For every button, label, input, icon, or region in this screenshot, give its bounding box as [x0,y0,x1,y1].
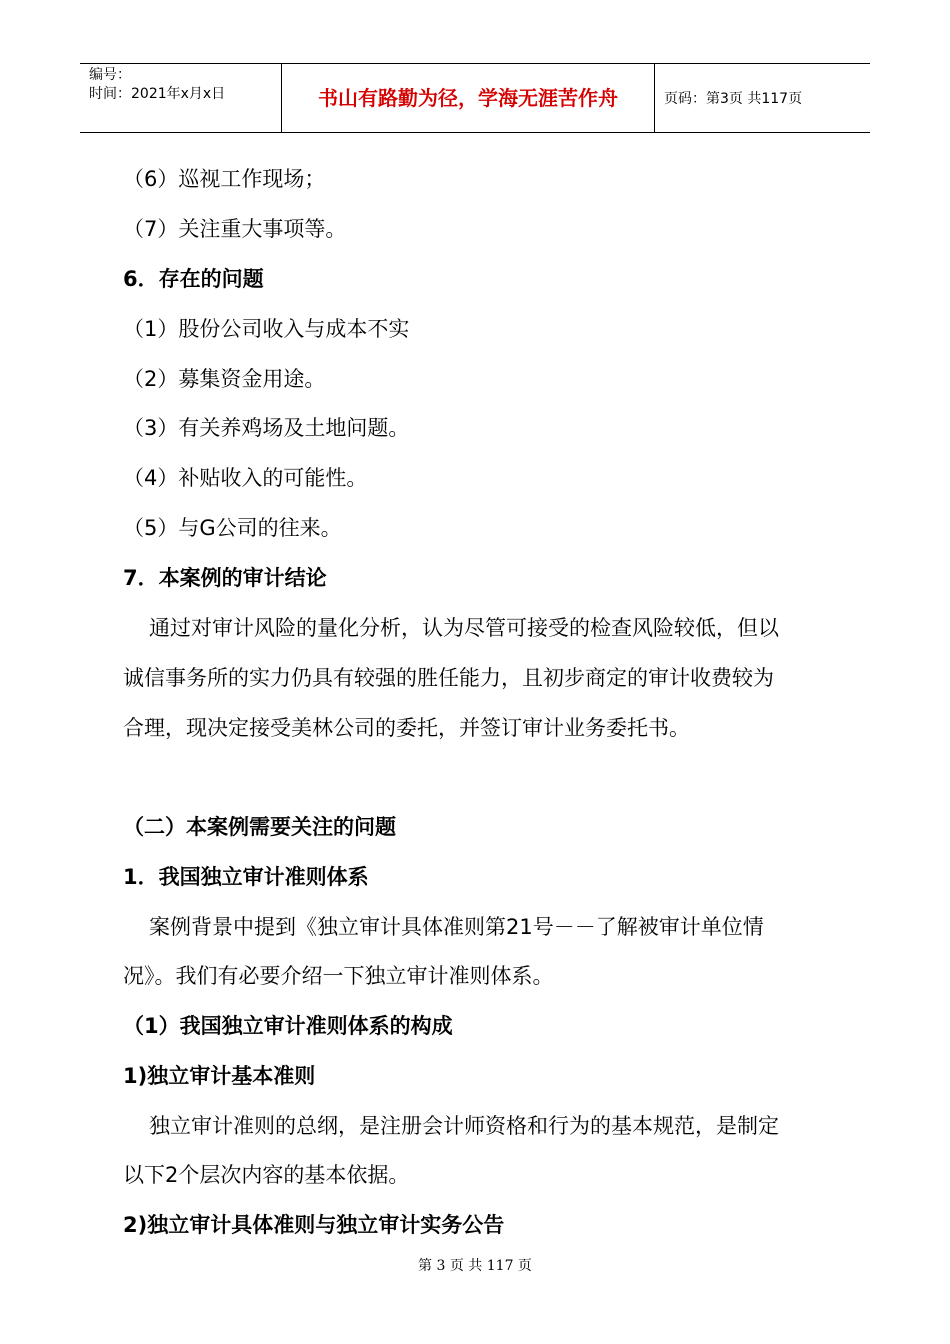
section-heading: 1)独立审计基本准则 [123,1064,316,1088]
paragraph-line: 合理，现决定接受美林公司的委托，并签订审计业务委托书。 [123,716,690,740]
section-heading: （1）我国独立审计准则体系的构成 [123,1014,453,1038]
paragraph-line: 独立审计准则的总纲，是注册会计师资格和行为的基本规范，是制定 [149,1114,779,1138]
paragraph-line: 通过对审计风险的量化分析，认为尽管可接受的检查风险较低，但以 [149,616,779,640]
section-heading: 6．存在的问题 [123,267,264,291]
paragraph-line: 以下2个层次内容的基本依据。 [123,1163,410,1187]
header-meta-cell [80,64,282,132]
header-motto: 书山有路勤为径，学海无涯苦作舟 [318,86,618,110]
list-item: （4）补贴收入的可能性。 [123,466,368,490]
list-item: （3）有关养鸡场及土地问题。 [123,416,410,440]
section-heading: 2)独立审计具体准则与独立审计实务公告 [123,1213,505,1237]
document-time-label: 时间：2021年x月x日 [89,86,226,102]
list-item: （7）关注重大事项等。 [123,217,347,241]
list-item: （6）巡视工作现场； [123,167,326,191]
paragraph-line: 况》。我们有必要介绍一下独立审计准则体系。 [123,964,554,988]
paragraph-line: 诚信事务所的实力仍具有较强的胜任能力，且初步商定的审计收费较为 [123,666,774,690]
section-heading: （二）本案例需要关注的问题 [123,815,396,839]
header-motto-cell [282,64,655,132]
list-item: （1）股份公司收入与成本不实 [123,317,410,341]
document-number-label: 编号： [89,67,131,83]
header-page-cell [655,64,870,132]
document-header [80,63,870,133]
header-page-info: 页码：第3页 共117页 [664,91,803,107]
paragraph-line: 案例背景中提到《独立审计具体准则第21号－－了解被审计单位情 [149,915,764,939]
page-footer: 第 3 页 共 117 页 [418,1258,532,1274]
section-heading: 1．我国独立审计准则体系 [123,865,369,889]
section-heading: 7．本案例的审计结论 [123,566,327,590]
list-item: （5）与G公司的往来。 [123,516,342,540]
list-item: （2）募集资金用途。 [123,367,326,391]
